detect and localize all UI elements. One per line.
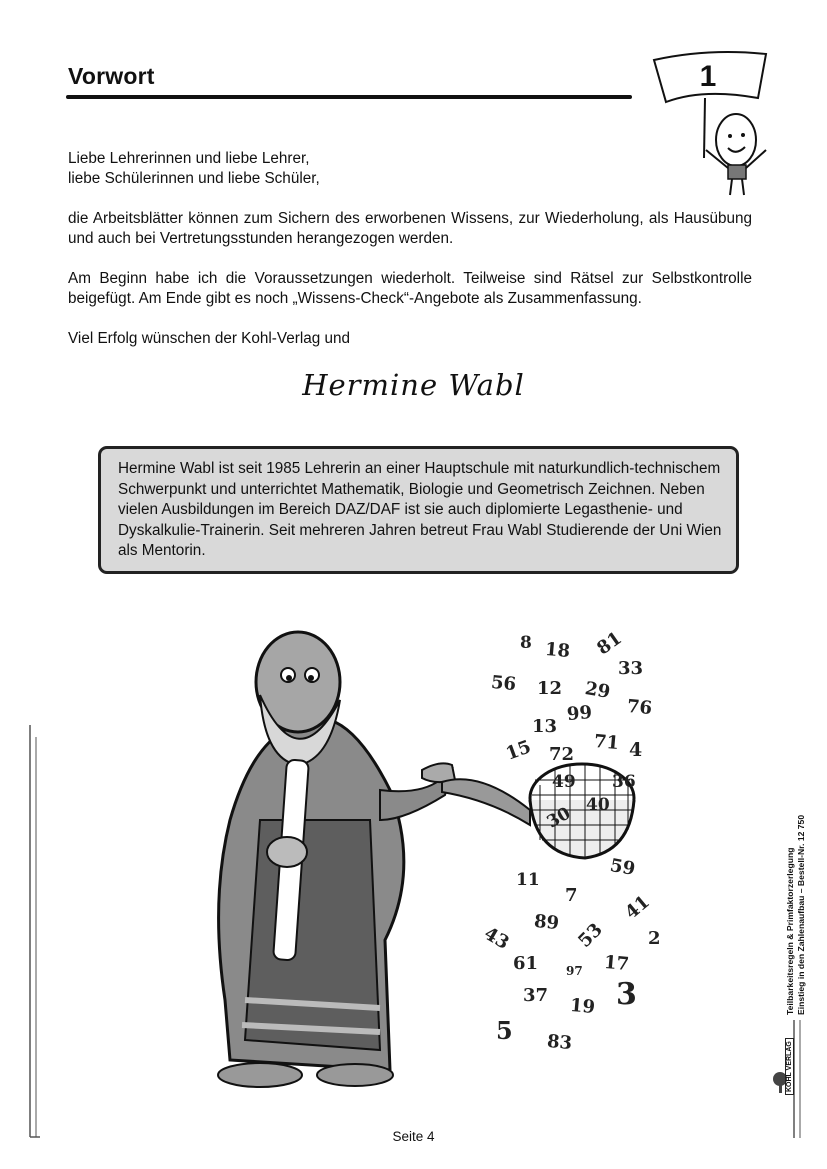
page-number: Seite 4 xyxy=(392,1129,435,1144)
publisher-logo-text: KOHL VERLAG xyxy=(785,1038,794,1095)
floating-number: 61 xyxy=(513,953,539,974)
page-frame-left xyxy=(28,725,40,1145)
floating-number: 18 xyxy=(544,638,571,663)
floating-number: 4 xyxy=(629,739,643,761)
floating-number: 5 xyxy=(496,1016,513,1045)
floating-number: 76 xyxy=(626,695,653,720)
floating-number: 19 xyxy=(569,994,596,1019)
structure-paragraph: Am Beginn habe ich die Voraussetzungen wiederholt. Teilweise sind Rätsel zur Selbstkontrolle beigefügt. Am Ende gibt es noch „Wissens-Check“-Angebote als Zusammenfassung. xyxy=(68,270,752,307)
floating-number: 97 xyxy=(566,964,583,978)
sidebar-product-info xyxy=(785,815,807,1015)
floating-number: 37 xyxy=(523,985,549,1006)
page-title: Vorwort xyxy=(68,63,155,89)
floating-number: 13 xyxy=(532,716,558,737)
floating-number: 33 xyxy=(618,658,644,679)
sidebar-line-1: Teilbarkeitsregeln & Primfaktorzerlegung xyxy=(785,847,795,1015)
floating-number: 83 xyxy=(546,1030,573,1055)
chapter-number: 1 xyxy=(699,60,717,93)
sieve-number: 30 xyxy=(543,803,575,833)
sieve-number: 40 xyxy=(586,795,610,815)
floating-number: 43 xyxy=(480,923,513,954)
publisher-logo xyxy=(770,1041,794,1095)
floating-number: 3 xyxy=(616,977,637,1012)
greeting-line-2: liebe Schülerinnen und liebe Schüler, xyxy=(68,170,320,187)
floating-number: 72 xyxy=(549,744,575,765)
floating-number: 15 xyxy=(503,736,534,765)
floating-number: 17 xyxy=(603,951,630,976)
sieve-number: 49 xyxy=(552,772,576,792)
sieve-number: 36 xyxy=(612,772,636,792)
floating-number: 81 xyxy=(593,627,626,660)
floating-number: 12 xyxy=(537,678,563,699)
author-signature: Hermine Wabl xyxy=(302,368,525,402)
floating-number: 11 xyxy=(516,870,540,890)
greeting-line-1: Liebe Lehrerinnen und liebe Lehrer, xyxy=(68,150,310,167)
floating-number: 56 xyxy=(490,671,517,696)
floating-number: 8 xyxy=(520,633,532,653)
floating-number: 59 xyxy=(608,854,637,881)
floating-number: 7 xyxy=(565,885,578,906)
floating-number: 99 xyxy=(566,701,593,726)
floating-number: 29 xyxy=(583,677,612,704)
floating-number: 2 xyxy=(648,928,661,949)
floating-number: 41 xyxy=(621,891,654,924)
floating-number: 89 xyxy=(533,910,560,935)
floating-number: 71 xyxy=(593,730,620,755)
author-bio-box: Hermine Wabl ist seit 1985 Lehrerin an einer Hauptschule mit naturkundlich-technischem Schwerpunkt und unterrichtet Mathematik, Biologie und Geometrisch Zeichnen. Neben vielen Ausbildungen im Bereich DAZ/DAF ist sie auch diplomierte Legasthenie- und Dyskalkulie-Trainerin. Seit mehreren Jahren betreut Frau Wabl Studierende der Uni Wien als Mentorin. xyxy=(98,446,739,574)
closing-line: Viel Erfolg wünschen der Kohl-Verlag und xyxy=(68,330,351,347)
intro-paragraph: die Arbeitsblätter können zum Sichern des erworbenen Wissens, zur Wiederholung, als Hausübung und auch bei Vertretungsstunden herangezogen werden. xyxy=(68,210,752,247)
floating-number: 53 xyxy=(574,919,607,952)
sidebar-line-2: Einstieg in den Zahlenaufbau – Bestell-Nr. 12 750 xyxy=(796,814,806,1015)
